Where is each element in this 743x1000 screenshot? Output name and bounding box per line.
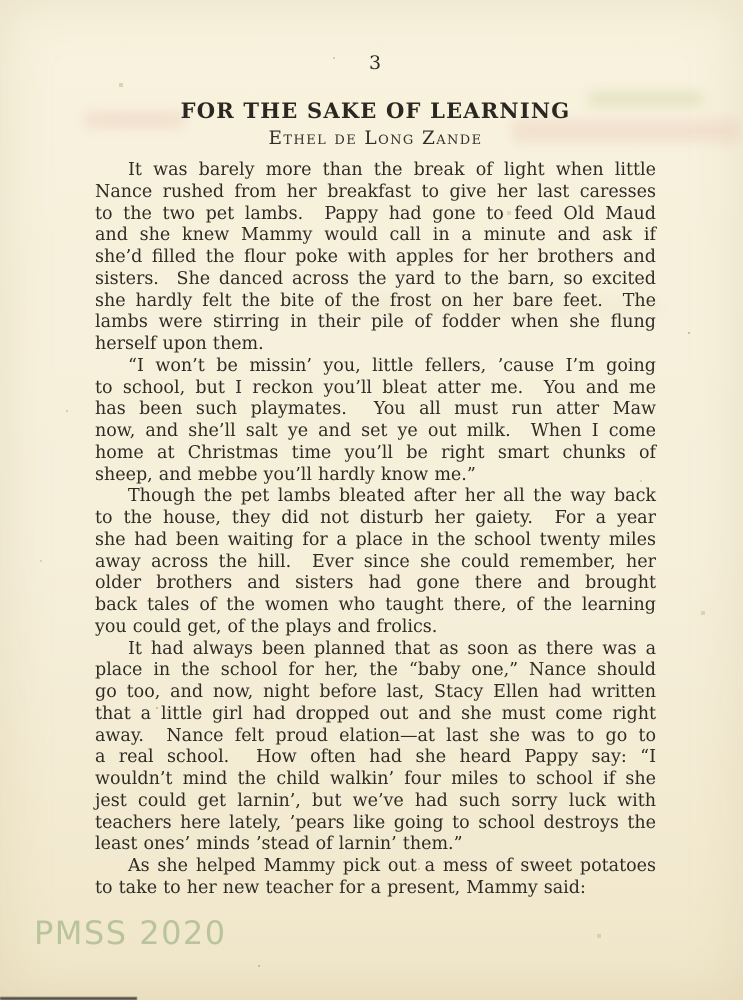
text-line: to take to her new teacher for a present, Mammy said: xyxy=(95,877,586,898)
text-line: she’d filled the flour poke with apples for her brothers and xyxy=(95,247,656,267)
article-byline: Ethel de Long Zande xyxy=(268,128,483,149)
text-line: place in the school for her, the “baby one,” Nance should xyxy=(95,660,656,681)
text-line: that a little girl had dropped out and she must come right xyxy=(95,703,656,724)
text-line: It had always been planned that as soon as there was a xyxy=(128,638,656,659)
text-line: It was barely more than the break of light when little xyxy=(128,160,656,180)
text-line: a real school. How often had she heard Pappy say: “I xyxy=(95,747,656,768)
text-line: As she helped Mammy pick out a mess of sweet potatoes xyxy=(128,856,656,876)
paragraph xyxy=(95,160,656,356)
text-line: to the house, they did not disturb her gaiety. For a year xyxy=(95,508,656,528)
text-line: go too, and now, night before last, Stacy Ellen had written xyxy=(95,682,656,702)
text-line: you could get, of the plays and frolics. xyxy=(95,616,438,637)
text-line: teachers here lately, ’pears like going to school destroys the xyxy=(95,812,656,833)
watermark: PMSS 2020 xyxy=(34,914,227,952)
text-line: herself upon them. xyxy=(95,334,264,354)
text-line: to the two pet lambs. Pappy had gone to feed Old Maud xyxy=(95,203,656,224)
paragraph xyxy=(95,486,656,638)
text-line: back tales of the women who taught there, of the learning xyxy=(95,595,656,615)
text-line: Nance rushed from her breakfast to give her last caresses xyxy=(95,181,656,202)
text-line: least ones’ minds ’stead of larnin’ them.” xyxy=(95,834,463,855)
text-line: lambs were stirring in their pile of fodder when she flung xyxy=(95,312,656,333)
text-line: “I won’t be missin’ you, little fellers, ’cause I’m going xyxy=(128,355,656,376)
text-line: away. Nance felt proud elation—at last she was to go to xyxy=(95,725,656,746)
text-line: jest could get larnin’, but we’ve had such sorry luck with xyxy=(95,790,656,811)
article-body xyxy=(95,160,656,900)
paper-specks xyxy=(0,0,2,2)
text-line: sheep, and mebbe you’ll hardly know me.” xyxy=(95,464,476,485)
paragraph xyxy=(95,356,656,487)
text-line: wouldn’t mind the child walkin’ four miles to school if she xyxy=(95,769,656,789)
paragraph xyxy=(95,639,656,857)
text-line: she had been waiting for a place in the school twenty miles xyxy=(95,529,656,550)
text-line: sisters. She danced across the yard to the barn, so excited xyxy=(95,268,656,289)
text-line: she hardly felt the bite of the frost on her bare feet. The xyxy=(95,290,656,311)
text-line: and she knew Mammy would call in a minute and ask if xyxy=(95,225,656,246)
text-line: older brothers and sisters had gone there and brought xyxy=(95,573,656,594)
text-line: Though the pet lambs bleated after her all the way back xyxy=(128,486,656,507)
text-line: away across the hill. Ever since she could remember, her xyxy=(95,551,656,572)
article-title: FOR THE SAKE OF LEARNING xyxy=(180,98,571,123)
text-line: now, and she’ll salt ye and set ye out milk. When I come xyxy=(95,421,656,441)
text-line: to school, but I reckon you’ll bleat atter me. You and me xyxy=(95,377,656,398)
page-number: 3 xyxy=(368,52,383,74)
paragraph xyxy=(95,856,656,900)
text-line: home at Christmas time you’ll be right smart chunks of xyxy=(95,442,656,463)
text-line: has been such playmates. You all must run atter Maw xyxy=(95,399,656,420)
